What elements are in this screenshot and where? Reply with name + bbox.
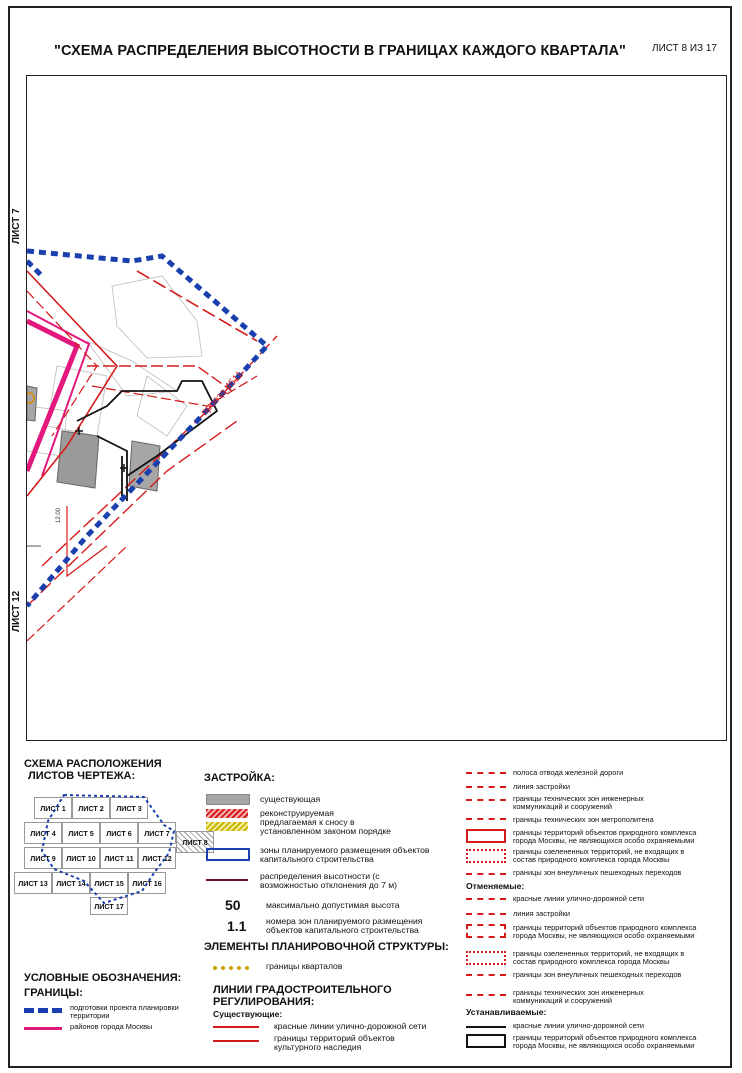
legend-item: города Москвы, не являющихся особо охраняемыми: [513, 931, 695, 940]
legend-item: реконструируемая: [260, 808, 334, 818]
legend-item: границы территорий объектов природного комплекса: [513, 1033, 697, 1042]
legend-item: полоса отвода железной дороги: [513, 768, 624, 777]
legend-item: зоны планируемого размещения объектов: [260, 845, 430, 855]
legend-title: УСЛОВНЫЕ ОБОЗНАЧЕНИЯ:: [24, 972, 182, 984]
regulation-lines-title-2: РЕГУЛИРОВАНИЯ:: [213, 996, 315, 1008]
plan-boundary-symbol: [24, 1008, 62, 1013]
sheet-cell[interactable]: ЛИСТ 3: [110, 797, 148, 819]
zastroyka-title: ЗАСТРОЙКА:: [204, 772, 275, 784]
legend-item: существующая: [260, 794, 321, 804]
legend-item: города Москвы, не являющихся особо охраняемыми: [513, 836, 695, 845]
legend-item: территории: [70, 1011, 110, 1020]
legend-item: коммуникаций и сооружений: [513, 996, 613, 1005]
tech-zone-symbol: [466, 799, 506, 801]
layout-scheme-title-1: СХЕМА РАСПОЛОЖЕНИЯ: [24, 758, 162, 770]
regulation-lines-title-1: ЛИНИИ ГРАДОСТРОИТЕЛЬНОГО: [213, 984, 392, 996]
legend-item: линия застройки: [513, 782, 570, 791]
legend-item: границы территорий объектов природного комплекса: [513, 828, 697, 837]
sheet-cell[interactable]: ЛИСТ 6: [100, 822, 138, 844]
legend-item: границы озелененных территорий, не входящих в: [513, 949, 685, 958]
legend-item: максимально допустимая высота: [266, 900, 400, 910]
map-canvas: [27, 76, 727, 741]
legend-item: состав природного комплекса города Москвы: [513, 855, 670, 864]
sheet-cell[interactable]: ЛИСТ 12: [138, 847, 176, 869]
sheet-cell[interactable]: ЛИСТ 7: [138, 822, 176, 844]
cancelled-green-symbol: [466, 951, 506, 965]
legend-item: границы территорий объектов природного комплекса: [513, 923, 697, 932]
sheet-number: ЛИСТ 8 ИЗ 17: [652, 43, 717, 54]
district-boundary-symbol: [24, 1027, 62, 1030]
building-line-symbol: [466, 786, 506, 788]
legend-item: распределения высотности (с: [260, 871, 380, 881]
sheet-cell[interactable]: ЛИСТ 17: [90, 897, 128, 915]
zone-number-value: 1.1: [227, 918, 247, 934]
sheet-cell[interactable]: ЛИСТ 4: [24, 822, 62, 844]
legend-panel: [8, 742, 732, 1068]
plan-boundary: [27, 251, 267, 606]
cancelled-tech-symbol: [466, 994, 506, 996]
layout-scheme-title-2: ЛИСТОВ ЧЕРТЕЖА:: [28, 770, 136, 782]
green-zone-symbol: [466, 849, 506, 863]
legend-item: границы зон внеуличных пешеходных переходов: [513, 970, 682, 979]
dimension-label: 12.00: [56, 507, 62, 523]
reconstructed-symbol: [206, 809, 248, 818]
cancelled-pedestrian-symbol: [466, 974, 506, 976]
legend-item: районов города Москвы: [70, 1022, 153, 1031]
page-title: "СХЕМА РАСПРЕДЕЛЕНИЯ ВЫСОТНОСТИ В ГРАНИЦАХ КАЖДОГО КВАРТАЛА": [54, 43, 627, 59]
legend-item: подготовки проекта планировки: [70, 1003, 179, 1012]
elements-title: ЭЛЕМЕНТЫ ПЛАНИРОВОЧНОЙ СТРУКТУРЫ:: [204, 941, 449, 953]
road-label: проезд 4511: [199, 369, 246, 419]
existing-building[interactable]: [57, 431, 99, 488]
established-red-line-symbol: [466, 1026, 506, 1028]
pedestrian-symbol: [466, 873, 506, 875]
legend-item: красные линии улично-дорожной сети: [513, 1021, 644, 1030]
legend-item: города Москвы, не являющихся особо охраняемыми: [513, 1041, 695, 1050]
cancelled-building-line-symbol: [466, 913, 506, 915]
quarter-boundary-symbol: [213, 966, 249, 970]
max-height-value: 50: [225, 897, 241, 913]
cancelled-red-line-symbol: [466, 898, 506, 900]
legend-item: состав природного комплекса города Москвы: [513, 957, 670, 966]
legend-item: границы территорий объектов: [274, 1033, 395, 1043]
sheet-cell[interactable]: ЛИСТ 10: [62, 847, 100, 869]
legend-item: красные линии улично-дорожной сети: [513, 894, 644, 903]
metro-zone-symbol: [466, 818, 506, 820]
cancelled-nature-symbol: [466, 924, 506, 938]
legend-item: границы технических зон инженерных: [513, 794, 644, 803]
sheet-cell-current[interactable]: ЛИСТ 8: [176, 831, 214, 853]
legend-item: коммуникаций и сооружений: [513, 802, 613, 811]
sheet-cell[interactable]: ЛИСТ 13: [14, 872, 52, 894]
legend-item: номера зон планируемого размещения: [266, 916, 423, 926]
established-nature-symbol: [466, 1034, 506, 1048]
legend-item: объектов капитального строительства: [266, 925, 419, 935]
existing-lines-title: Существующие:: [213, 1009, 283, 1019]
legend-item: границы озелененных территорий, не входящих в: [513, 847, 685, 856]
map-frame[interactable]: [26, 75, 727, 741]
legend-item: предлагаемая к сносу в: [260, 817, 355, 827]
legend-item: культурного наследия: [274, 1042, 362, 1052]
legend-item: границы кварталов: [266, 961, 343, 971]
legend-item: возможностью отклонения до 7 м): [260, 880, 398, 890]
sheet-cell[interactable]: ЛИСТ 15: [90, 872, 128, 894]
legend-item: границы технических зон инженерных: [513, 988, 644, 997]
red-line-symbol: [213, 1026, 259, 1028]
legend-item: границы технических зон метрополитена: [513, 815, 654, 824]
sheet-cell[interactable]: ЛИСТ 14: [52, 872, 90, 894]
nature-zone-symbol: [466, 829, 506, 843]
side-label-sheet-7: ЛИСТ 7: [11, 208, 22, 244]
height-line-symbol: [206, 879, 248, 881]
legend-item: установленном законом порядке: [260, 826, 391, 836]
sheet-cell[interactable]: ЛИСТ 2: [72, 797, 110, 819]
sheet-layout-grid: [18, 797, 208, 947]
legend-item: границы зон внеуличных пешеходных переходов: [513, 868, 682, 877]
sheet-layout-boundary: [24, 791, 204, 921]
sheet-cell[interactable]: ЛИСТ 9: [24, 847, 62, 869]
borders-title: ГРАНИЦЫ:: [24, 987, 83, 999]
sheet-cell[interactable]: ЛИСТ 16: [128, 872, 166, 894]
legend-item: линия застройки: [513, 909, 570, 918]
heritage-line-symbol: [213, 1040, 259, 1042]
side-label-sheet-12: ЛИСТ 12: [11, 590, 22, 632]
legend-item: красные линии улично-дорожной сети: [274, 1021, 427, 1031]
sheet-cell[interactable]: ЛИСТ 1: [34, 797, 72, 819]
zones-symbol: [206, 848, 250, 861]
existing-building-symbol: [206, 794, 250, 805]
sheet-cell[interactable]: ЛИСТ 5: [62, 822, 100, 844]
cancelled-title: Отменяемые:: [466, 881, 525, 891]
established-title: Устанавливаемые:: [466, 1007, 547, 1017]
sheet-cell[interactable]: ЛИСТ 11: [100, 847, 138, 869]
demolish-symbol: [206, 822, 248, 831]
legend-item: капитального строительства: [260, 854, 374, 864]
rail-symbol: [466, 772, 506, 774]
